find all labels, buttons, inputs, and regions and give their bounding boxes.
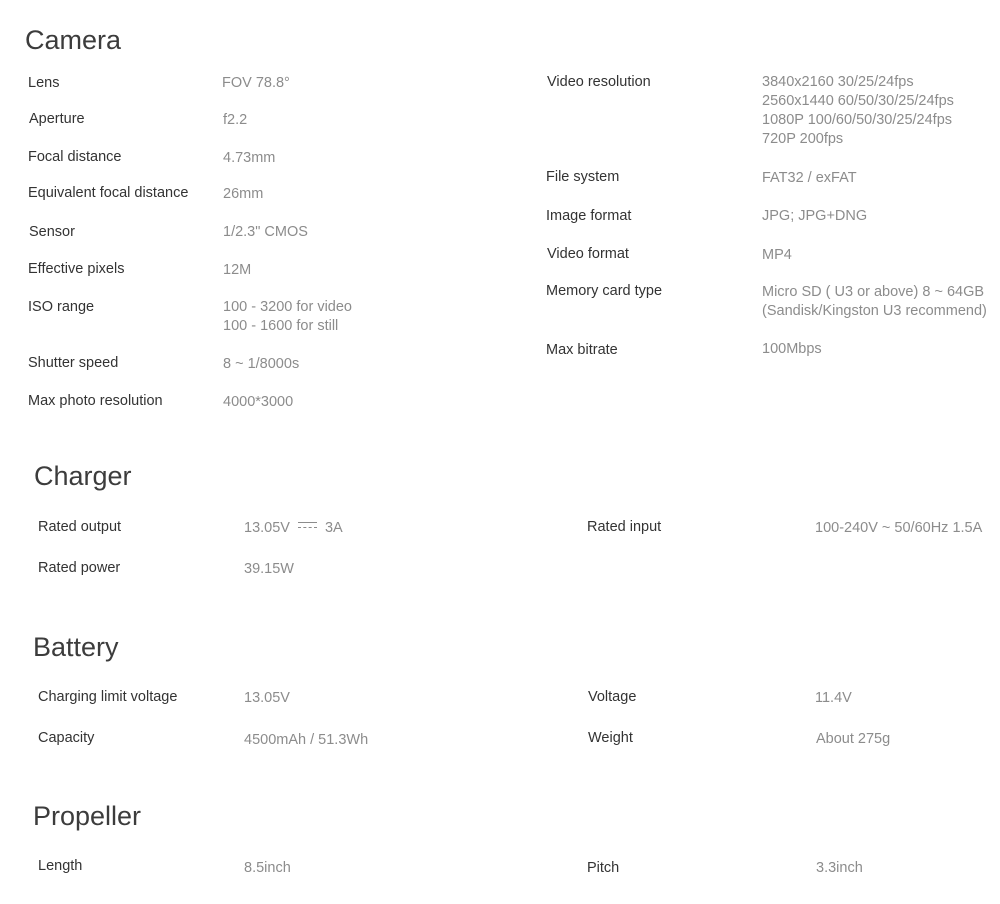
- video-resolution-label: Video resolution: [547, 74, 651, 90]
- camera-section-title: Camera: [25, 25, 122, 55]
- capacity-value: 4500mAh / 51.3Wh: [244, 732, 369, 748]
- rated-power-label: Rated power: [38, 560, 121, 576]
- pitch-value: 3.3inch: [816, 860, 863, 876]
- sensor-value: 1/2.3" CMOS: [223, 224, 308, 240]
- rated-output-voltage: 13.05V: [244, 520, 290, 536]
- charging-limit-voltage-label: Charging limit voltage: [38, 689, 178, 705]
- shutter-speed-value: 8 ~ 1/8000s: [223, 356, 300, 372]
- focal-distance-value: 4.73mm: [223, 150, 276, 166]
- battery-section-title: Battery: [33, 632, 119, 662]
- video-resolution-720p: 720P 200fps: [762, 131, 844, 147]
- rated-output-value: [244, 519, 343, 538]
- video-resolution-4k: 3840x2160 30/25/24fps: [762, 74, 914, 90]
- memory-card-type-spec: Micro SD ( U3 or above) 8 ~ 64GB: [762, 284, 985, 300]
- capacity-label: Capacity: [38, 730, 95, 746]
- focal-distance-label: Focal distance: [28, 149, 122, 165]
- video-resolution-value: [762, 73, 954, 149]
- video-resolution-1080p: 1080P 100/60/50/30/25/24fps: [762, 112, 953, 128]
- dc-current-icon: [298, 522, 317, 530]
- charger-section-title: Charger: [34, 461, 132, 491]
- max-bitrate-label: Max bitrate: [546, 342, 618, 358]
- rated-power-value: 39.15W: [244, 561, 294, 577]
- voltage-value: 11.4V: [815, 690, 852, 706]
- weight-label: Weight: [588, 730, 633, 746]
- equivalent-focal-distance-label: Equivalent focal distance: [28, 185, 189, 201]
- max-photo-resolution-value: 4000*3000: [223, 394, 294, 410]
- memory-card-type-recommend: (Sandisk/Kingston U3 recommend): [762, 303, 987, 319]
- rated-input-label: Rated input: [587, 519, 662, 535]
- file-system-label: File system: [546, 169, 620, 185]
- iso-range-value: [223, 298, 352, 336]
- lens-label: Lens: [28, 75, 60, 91]
- voltage-label: Voltage: [588, 689, 637, 705]
- rated-input-value: 100-240V ~ 50/60Hz 1.5A: [815, 520, 983, 536]
- rated-output-current: 3A: [324, 520, 343, 536]
- aperture-value: f2.2: [223, 112, 248, 128]
- iso-range-video: 100 - 3200 for video: [223, 299, 352, 315]
- lens-value: FOV 78.8°: [222, 75, 290, 91]
- propeller-section-title: Propeller: [33, 801, 142, 831]
- equivalent-focal-distance-value: 26mm: [223, 186, 264, 202]
- image-format-label: Image format: [546, 208, 632, 224]
- rated-output-label: Rated output: [38, 519, 122, 535]
- shutter-speed-label: Shutter speed: [28, 355, 119, 371]
- charging-limit-voltage-value: 13.05V: [244, 690, 290, 706]
- memory-card-type-label: Memory card type: [546, 283, 663, 299]
- memory-card-type-value: [762, 283, 987, 321]
- weight-value: About 275g: [816, 731, 891, 747]
- length-label: Length: [38, 858, 83, 874]
- effective-pixels-label: Effective pixels: [28, 261, 125, 277]
- length-value: 8.5inch: [244, 860, 291, 876]
- video-format-label: Video format: [547, 246, 629, 262]
- file-system-value: FAT32 / exFAT: [762, 170, 857, 186]
- max-bitrate-value: 100Mbps: [762, 341, 822, 357]
- max-photo-resolution-label: Max photo resolution: [28, 393, 163, 409]
- iso-range-still: 100 - 1600 for still: [223, 318, 339, 334]
- image-format-value: JPG; JPG+DNG: [762, 208, 868, 224]
- effective-pixels-value: 12M: [223, 262, 252, 278]
- aperture-label: Aperture: [29, 111, 85, 127]
- pitch-label: Pitch: [587, 860, 620, 876]
- iso-range-label: ISO range: [28, 299, 95, 315]
- video-resolution-2k: 2560x1440 60/50/30/25/24fps: [762, 93, 954, 109]
- video-format-value: MP4: [762, 247, 792, 263]
- sensor-label: Sensor: [29, 224, 75, 240]
